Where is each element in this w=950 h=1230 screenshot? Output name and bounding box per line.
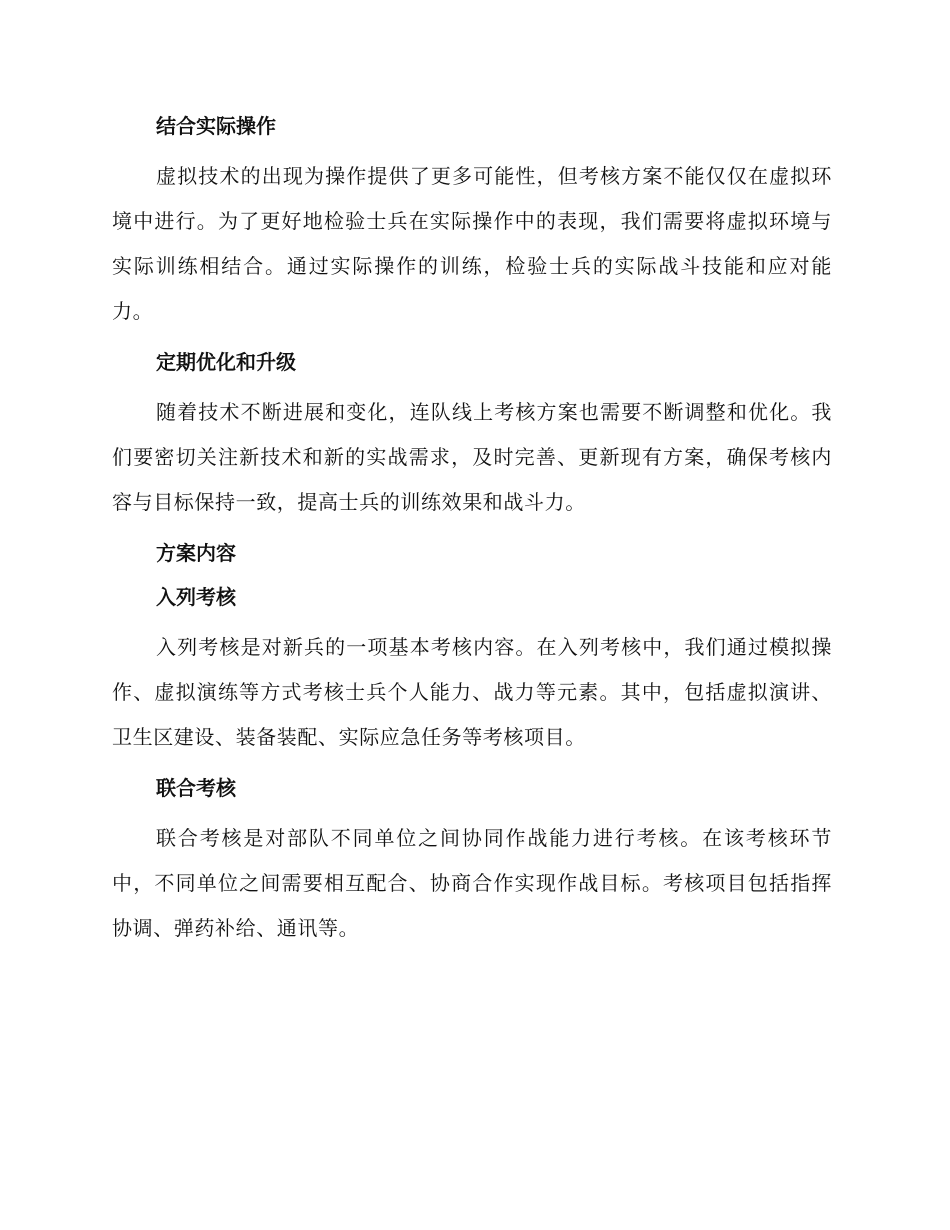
section-paragraph-enlistment-assessment: 入列考核是对新兵的一项基本考核内容。在入列考核中，我们通过模拟操作、虚拟演练等方式考核士兵个人能力、战力等元素。其中，包括虚拟演讲、卫生区建设、装备装配、实际应急任务等考核项目。 xyxy=(112,635,832,749)
section-heading-joint-assessment: 联合考核 xyxy=(156,776,236,800)
section-heading-practical-operation: 结合实际操作 xyxy=(156,114,276,138)
section-heading-plan-content: 方案内容 xyxy=(156,541,236,565)
section-paragraph-practical-operation: 虚拟技术的出现为操作提供了更多可能性，但考核方案不能仅仅在虚拟环境中进行。为了更好地检验士兵在实际操作中的表现，我们需要将虚拟环境与实际训练相结合。通过实际操作的训练，检验士兵的实际战斗技能和应对能力。 xyxy=(112,164,832,323)
section-heading-enlistment-assessment: 入列考核 xyxy=(156,585,236,609)
section-paragraph-regular-optimization: 随着技术不断进展和变化，连队线上考核方案也需要不断调整和优化。我们要密切关注新技术和新的实战需求，及时完善、更新现有方案，确保考核内容与目标保持一致，提高士兵的训练效果和战斗力。 xyxy=(112,400,832,514)
section-paragraph-joint-assessment: 联合考核是对部队不同单位之间协同作战能力进行考核。在该考核环节中，不同单位之间需要相互配合、协商合作实现作战目标。考核项目包括指挥协调、弹药补给、通讯等。 xyxy=(112,826,832,940)
section-heading-regular-optimization: 定期优化和升级 xyxy=(156,350,296,374)
document-page xyxy=(112,110,832,957)
